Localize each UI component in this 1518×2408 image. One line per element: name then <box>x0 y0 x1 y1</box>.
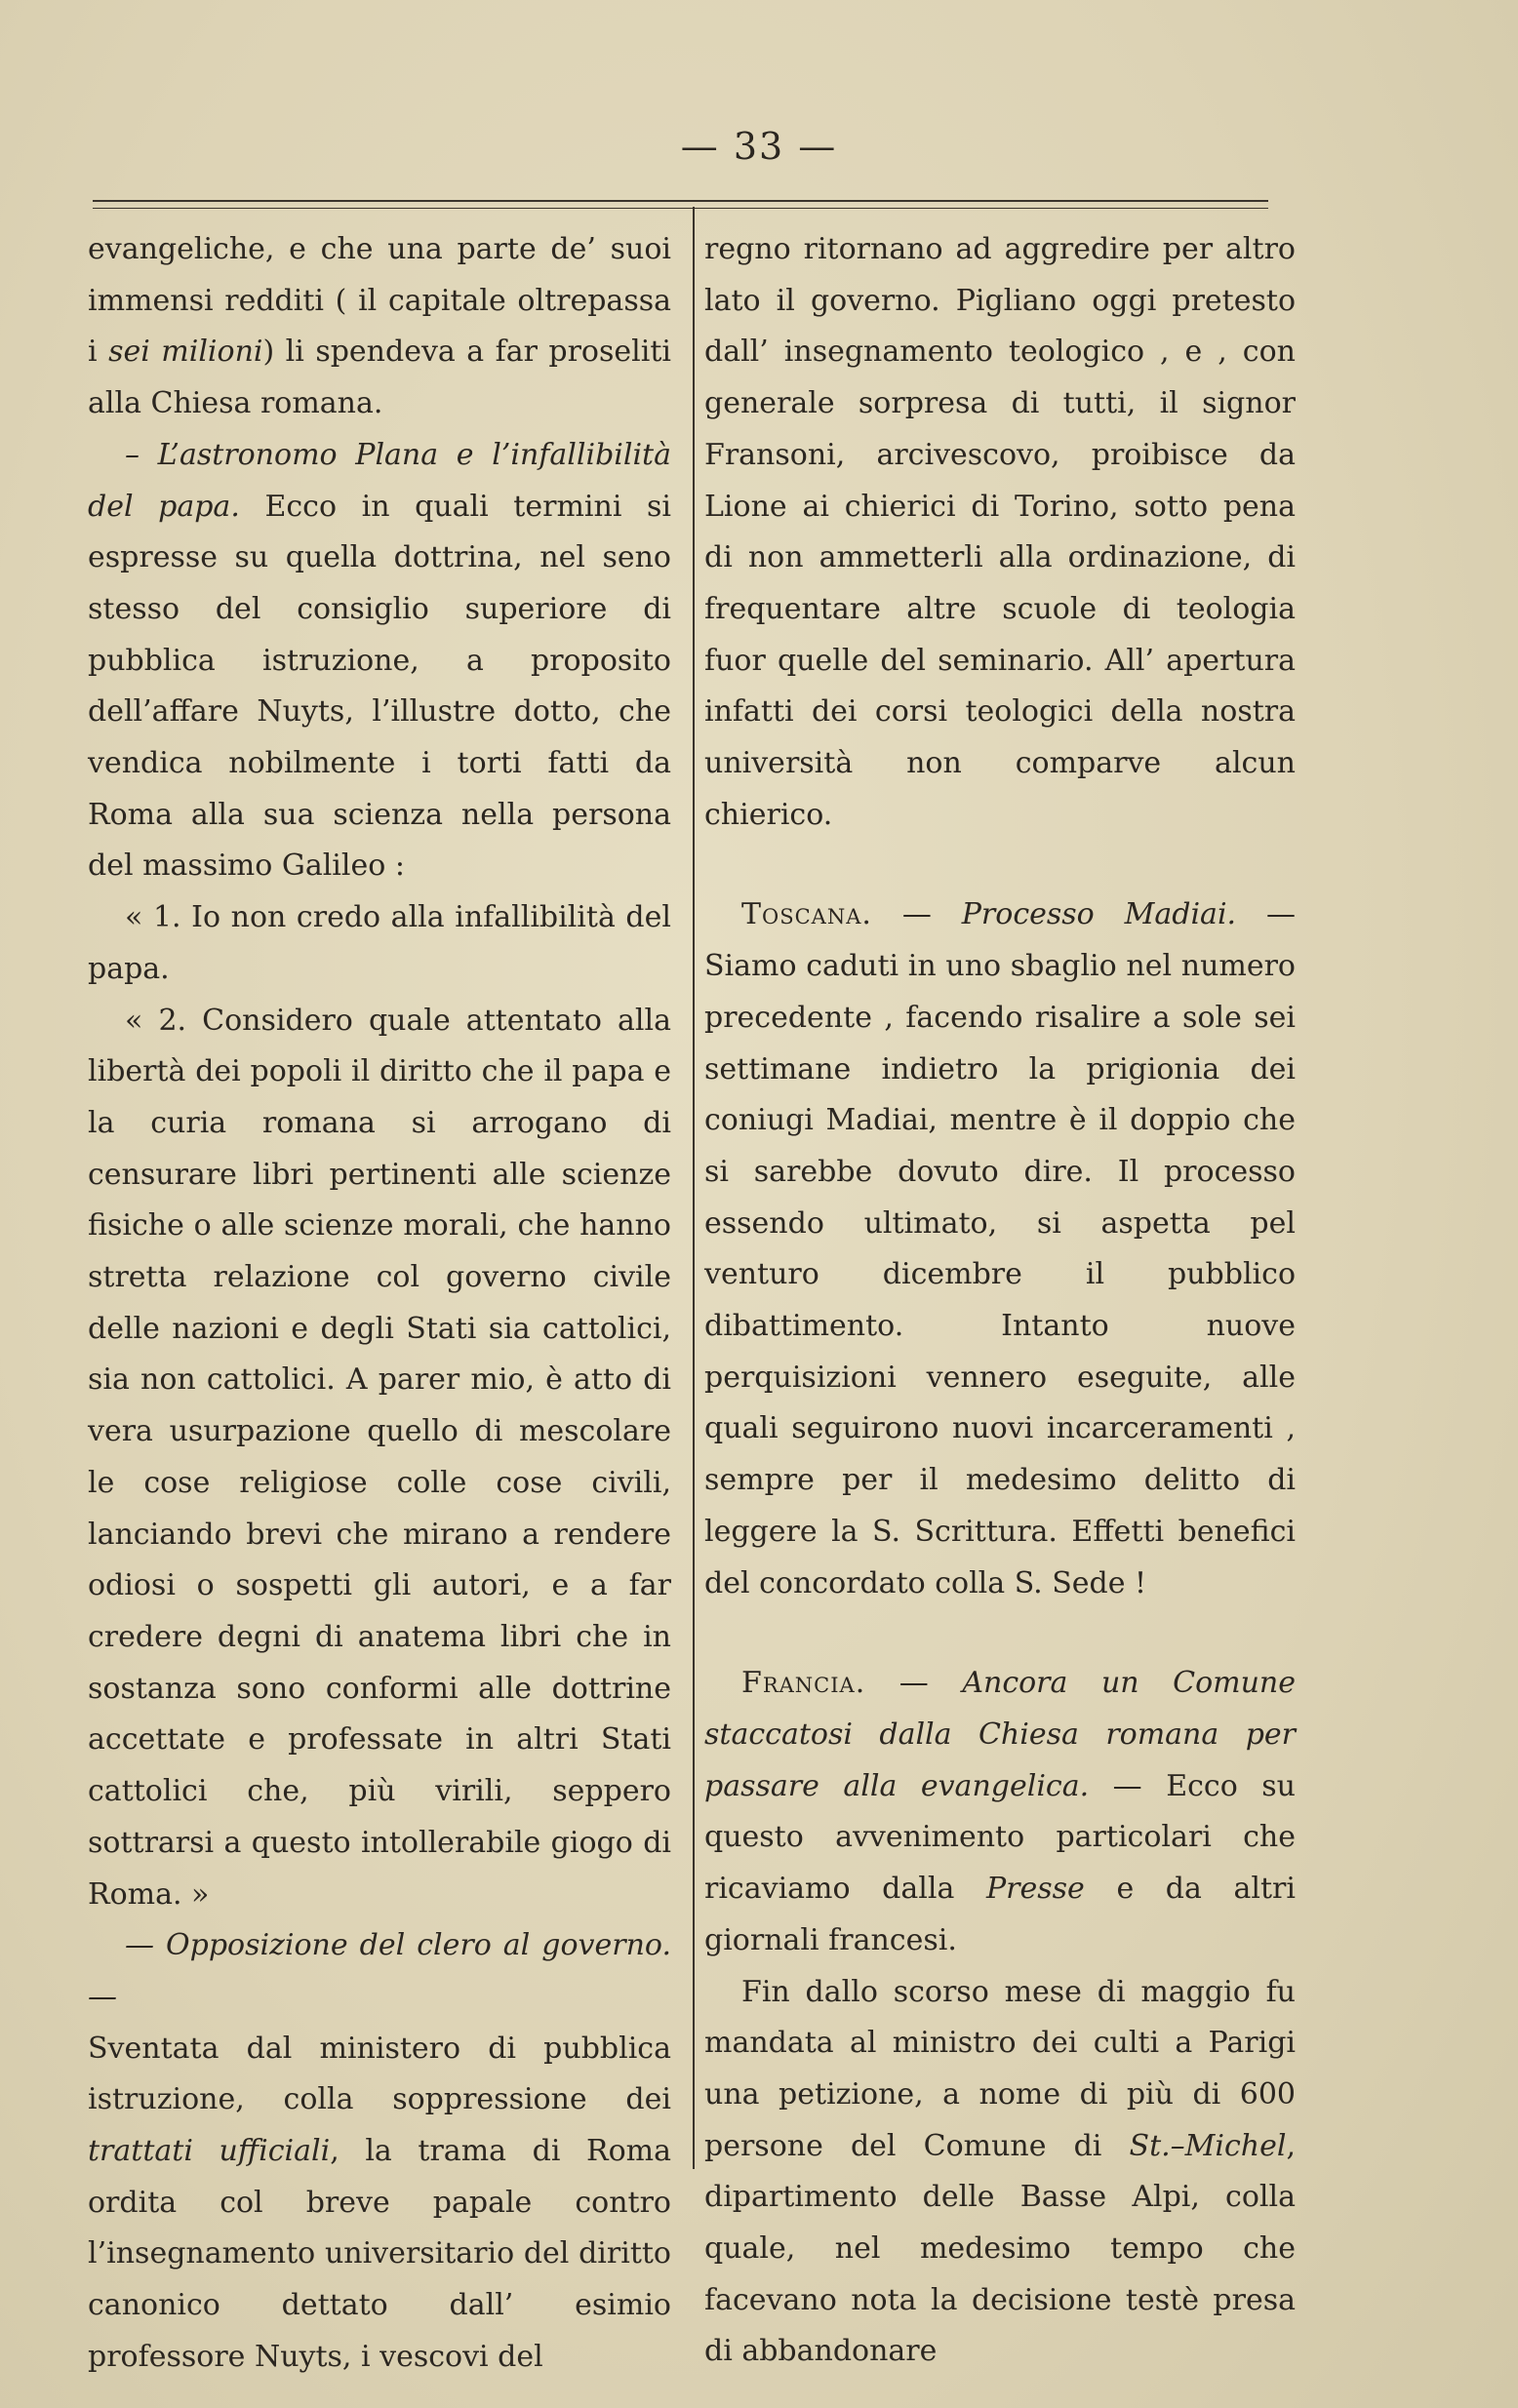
section-heading-text: — Opposizione del clero al governo.— <box>88 1928 671 2014</box>
header-rule <box>93 200 1268 202</box>
section-heading <box>88 1920 671 2023</box>
paragraph-text: ) li spendeva a far proseliti alla Chiesa romana. <box>88 335 671 421</box>
paragraph-text: — Ecco su questo avvenimento particolari che ricaviamo dalla <box>704 1768 1296 1907</box>
paragraph-text: , la trama di Roma ordita col breve papale contro l’insegnamento universitario del diritto canonico dettato dall’ esimio professore Nuyts, i vescovi del <box>88 2134 672 2374</box>
paragraph: regno ritornano ad aggredire per altro lato il governo. Pigliano oggi pretesto dall’ insegnamento teologico , e , con generale sorpresa di tutti, il signor Fransoni, arcivescovo, proibisce da Lione ai chierici di Torino, sotto pena di non ammetterli alla ordinazione, di frequentare altre scuole di teologia fuor quelle del seminario. All’ apertura infatti dei corsi teologici della nostra università non comparve alcun chierico. <box>704 232 1296 832</box>
emphasis: St.–Michel <box>1129 2128 1287 2163</box>
item-title: Ancora un Comune staccatosi dalla Chiesa romana per passare alla evangelica. <box>704 1666 1296 1803</box>
header-rule-thin <box>93 208 1268 209</box>
column-divider <box>693 207 695 2169</box>
spacer <box>704 1609 1296 1658</box>
quote-paragraph: « 2. Considero quale attentato alla libertà dei popoli il diritto che il papa e la curia romana si arrogano di censurare libri pertinenti alle scienze fisiche o alle scienze morali, che hanno stretta relazione col governo civile delle nazioni e degli Stati sia cattolici, sia non cattolici. A parer mio, è atto di vera usurpazione quello di mescolare le cose religiose colle cose civili, lanciando brevi che mirano a rendere odiosi o sospetti gli autori, e a far credere degni di anatema libri che in sostanza sono conformi alle dottrine accettate e professate in altri Stati cattolici che, più virili, seppero sottrarsi a questo intollerabile giogo di Roma. » <box>88 1003 671 1912</box>
spacer <box>704 841 1296 889</box>
paragraph-text: — Siamo caduti in uno sbaglio nel numero precedente , facendo risalire a sole sei settimane indietro la prigionia dei coniugi Madiai, mentre è il doppio che si sarebbe dovuto dire. Il processo essendo ultimato, si aspetta pel venturo dicembre il pubblico dibattimento. Intanto nuove perquisizioni vennero eseguite, alle quali seguirono nuovi incarceramenti , sempre per il medesimo delitto di leggere la S. Scrittura. Effetti benefici del concordato colla S. Sede ! <box>704 897 1296 1600</box>
dash: — <box>901 897 932 932</box>
region-label: Toscana. <box>741 897 872 932</box>
item-title: Processo Madiai. <box>961 897 1237 932</box>
paragraph-text: e da altri giornali francesi. <box>704 1872 1296 1957</box>
paragraph-text: Fin dallo scorso mese di maggio fu mandata al ministro dei culti a Parigi una petizione, a nome di più di 600 persone del Comune di <box>704 1974 1296 2163</box>
paragraph-text: Sventata dal ministero di pubblica istruzione, colla soppressione dei <box>88 2031 671 2117</box>
emphasis: Presse <box>985 1872 1085 1907</box>
emphasis: trattati ufficiali <box>88 2134 331 2169</box>
left-column <box>88 224 671 2384</box>
paragraph <box>88 2024 671 2384</box>
news-item-toscana <box>704 889 1296 1609</box>
paragraph-text: Ecco in quali termini si espresse su quella dottrina, nel seno stesso del consiglio superiore di pubblica istruzione, a proposito dell’affare Nuyts, l’illustre dotto, che vendica nobilmente i torti fatti da Roma alla sua scienza nella persona del massimo Galileo : <box>88 489 671 884</box>
page-number: — 33 — <box>680 125 838 168</box>
paragraph <box>704 1967 1296 2379</box>
paragraph-text: , dipartimento delle Basse Alpi, colla quale, nel medesimo tempo che facevano nota la decisione testè presa di abbandonare <box>704 2128 1296 2369</box>
section-heading: – L’astronomo Plana e l’infallibilità del papa. <box>88 437 671 524</box>
emphasis: sei milioni <box>108 335 263 370</box>
quote-paragraph: « 1. Io non credo alla infallibilità del papa. <box>88 900 671 986</box>
paragraph <box>88 224 671 430</box>
region-label: Francia. <box>741 1666 866 1701</box>
paragraph-text: evangeliche, e che una parte de’ suoi immensi redditi ( il capitale oltrepassa i <box>88 232 671 370</box>
news-item-francia <box>704 1658 1296 1966</box>
right-column <box>704 224 1296 2378</box>
section-paragraph <box>88 430 671 892</box>
dash: — <box>899 1666 929 1701</box>
